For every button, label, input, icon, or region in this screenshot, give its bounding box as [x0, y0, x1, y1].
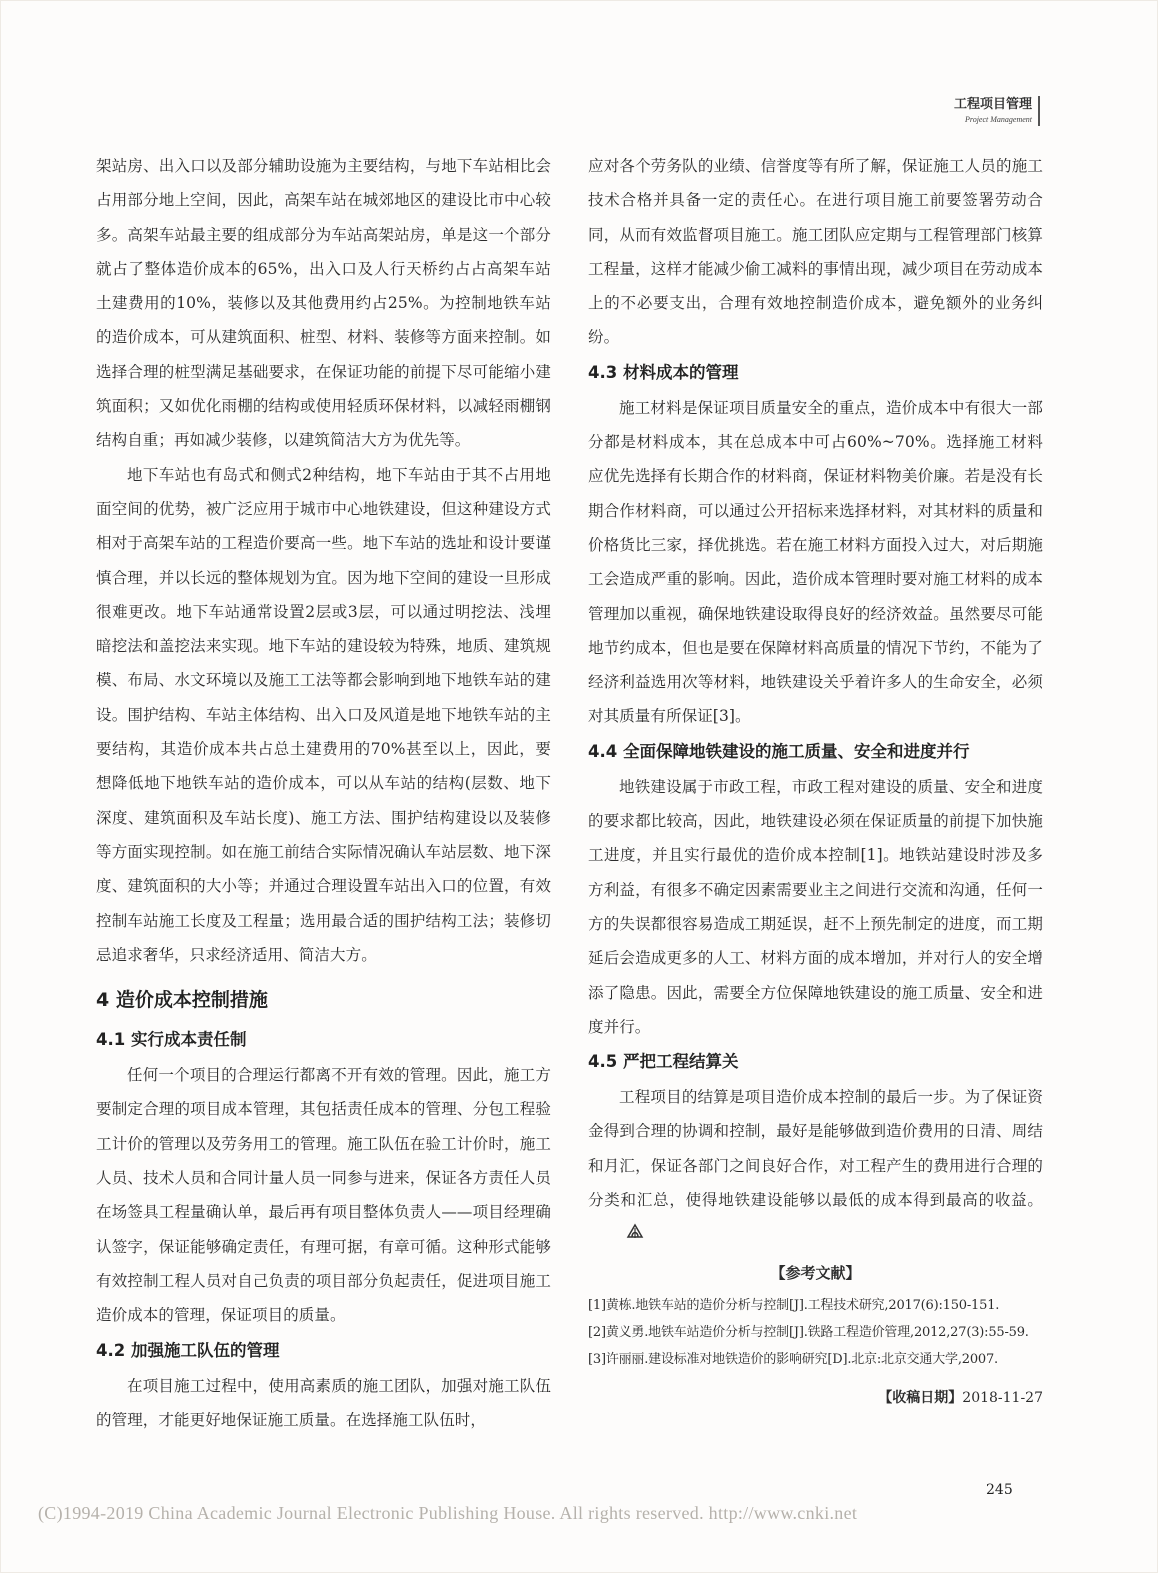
received-date-label: 【收稿日期】 [878, 1390, 963, 1407]
paragraph-team-management-continued: 应对各个劳务队的业绩、信誉度等有所了解，保证施工人员的施工技术合格并具备一定的责任心。在进行项目施工前要签署劳动合同，从而有效监督项目施工。施工团队应定期与工程管理部门核算工程量，这样才能减少偷工减料的事情出现，减少项目在劳动成本上的不必要支出，合理有效地控制造价成本，避免额外的业务纠纷。 [588, 157, 1043, 347]
paragraph-material-cost: 施工材料是保证项目质量安全的重点，造价成本中有很大一部分都是材料成本，其在总成本中可占60%~70%。选择施工材料应优先选择有长期合作的材料商，保证材料物美价廉。若是没有长期合作材料商，可以通过公开招标来选择材料，对其材料的质量和价格货比三家，择优挑选。若在施工材料方面投入过大，对后期施工会造成严重的影响。因此，造价成本管理时要对施工材料的成本管理加以重视，确保地铁建设取得良好的经济效益。虽然要尽可能地节约成本，但也是要在保障材料高质量的情况下节约，不能为了经济利益选用次等材料，地铁建设关乎着许多人的生命安全，必须对其质量有所保证[3]。 [588, 398, 1043, 726]
reference-item: [1]黄栋.地铁车站的造价分析与控制[J].工程技术研究,2017(6):150-151. [588, 1298, 1000, 1314]
section-heading-4: 4 造价成本控制措施 [96, 989, 268, 1012]
settlement-text: 工程项目的结算是项目造价成本控制的最后一步。为了保证资金得到合理的协调和控制，最好是能够做到造价费用的日清、周结和月汇，保证各部门之间良好合作，对工程产生的费用进行合理的分类和汇总，使得地铁建设能够以最低的成本得到最高的收益。 [588, 1088, 1043, 1210]
paragraph-team-management: 在项目施工过程中，使用高素质的施工团队，加强对施工队伍的管理，才能更好地保证施工质量。在选择施工队伍时， [96, 1376, 551, 1429]
reference-item: [2]黄义勇.地铁车站造价分析与控制[J].铁路工程造价管理,2012,27(3):55-59. [588, 1325, 1029, 1341]
paragraph-elevated-station: 架站房、出入口以及部分辅助设施为主要结构，与地下车站相比会占用部分地上空间，因此，高架车站在城郊地区的建设比市中心较多。高架车站最主要的组成部分为车站高架站房，单是这一个部分就占了整体造价成本的65%，出入口及人行天桥约占占高架车站土建费用的10%，装修以及其他费用约占25%。为控制地铁车站的造价成本，可从建筑面积、桩型、材料、装修等方面来控制。如选择合理的桩型满足基础要求，在保证功能的前提下尽可能缩小建筑面积；又如优化雨棚的结构或使用轻质环保材料，以减轻雨棚钢结构自重；再如减少装修，以建筑简洁大方为优先等。 [96, 157, 551, 450]
subsection-heading-4-2: 4.2 加强施工队伍的管理 [96, 1340, 280, 1360]
references-heading: 【参考文献】 [770, 1264, 861, 1283]
journal-title-cn: 工程项目管理 [953, 97, 1032, 112]
left-column [96, 149, 551, 1437]
paragraph-cost-responsibility: 任何一个项目的合理运行都离不开有效的管理。因此，施工方要制定合理的项目成本管理，其包括责任成本的管理、分包工程验工计价的管理以及劳务用工的管理。施工队伍在验工计价时，施工人员、技术人员和合同计量人员一同参与进来，保证各方责任人员在场签具工程量确认单，最后再有项目整体负责人——项目经理确认签字，保证能够确定责任，有理可据，有章可循。这种形式能够有效控制工程人员对自己负责的项目部分负起责任，促进项目施工造价成本的管理，保证项目的质量。 [96, 1066, 551, 1325]
copyright-watermark: (C)1994-2019 China Academic Journal Electronic Publishing House. All rights reserved. http://www.cnki.net [38, 1503, 858, 1523]
paragraph-settlement [588, 1080, 1043, 1252]
subsection-heading-4-5: 4.5 严把工程结算关 [588, 1052, 739, 1072]
subsection-heading-4-4: 4.4 全面保障地铁建设的施工质量、安全和进度并行 [588, 741, 970, 761]
paragraph-underground-station: 地下车站也有岛式和侧式2种结构，地下车站由于其不占用地面空间的优势，被广泛应用于城市中心地铁建设，但这种建设方式相对于高架车站的工程造价要高一些。地下车站的选址和设计要谨慎合理，并以长远的整体规划为宜。因为地下空间的建设一旦形成很难更改。地下车站通常设置2层或3层，可以通过明挖法、浅埋暗挖法和盖挖法来实现。地下车站的建设较为特殊，地质、建筑规模、布局、水文环境以及施工工法等都会影响到地下地铁车站的建设。围护结构、车站主体结构、出入口及风道是地下地铁车站的主要结构，其造价成本共占总土建费用的70%甚至以上，因此，要想降低地下地铁车站的造价成本，可以从车站的结构(层数、地下深度、建筑面积及车站长度)、施工方法、围护结构建设以及装修等方面实现控制。如在施工前结合实际情况确认车站层数、地下深度、建筑面积的大小等；并通过合理设置车站出入口的位置，有效控制车站施工长度及工程量；选用最合适的围护结构工法；装修切忌追求奢华，只求经济适用、简洁大方。 [96, 465, 551, 964]
paragraph-quality-safety-progress: 地铁建设属于市政工程，市政工程对建设的质量、安全和进度的要求都比较高，因此，地铁建设必须在保证质量的前提下加快施工进度，并且实行最优的造价成本控制[1]。地铁站建设时涉及多方利益，有很多不确定因素需要业主之间进行交流和沟通，任何一方的失误都很容易造成工期延误，赶不上预先制定的进度，而工期延后会造成更多的人工、材料方面的成本增加，并对行人的安全增添了隐患。因此，需要全方位保障地铁建设的施工质量、安全和进度并行。 [588, 777, 1043, 1036]
right-column [588, 149, 1043, 1413]
journal-title-en: Project Management [964, 115, 1032, 124]
reference-item: [3]许丽丽.建设标准对地铁造价的影响研究[D].北京:北京交通大学,2007. [588, 1352, 998, 1368]
page-number: 245 [986, 1482, 1013, 1498]
reference-list [588, 1292, 1043, 1373]
article-end-icon [594, 1218, 645, 1252]
journal-header [954, 96, 1040, 126]
subsection-heading-4-1: 4.1 实行成本责任制 [96, 1030, 247, 1050]
received-date-line [588, 1383, 1043, 1413]
subsection-heading-4-3: 4.3 材料成本的管理 [588, 362, 739, 382]
received-date-value: 2018-11-27 [962, 1390, 1043, 1407]
